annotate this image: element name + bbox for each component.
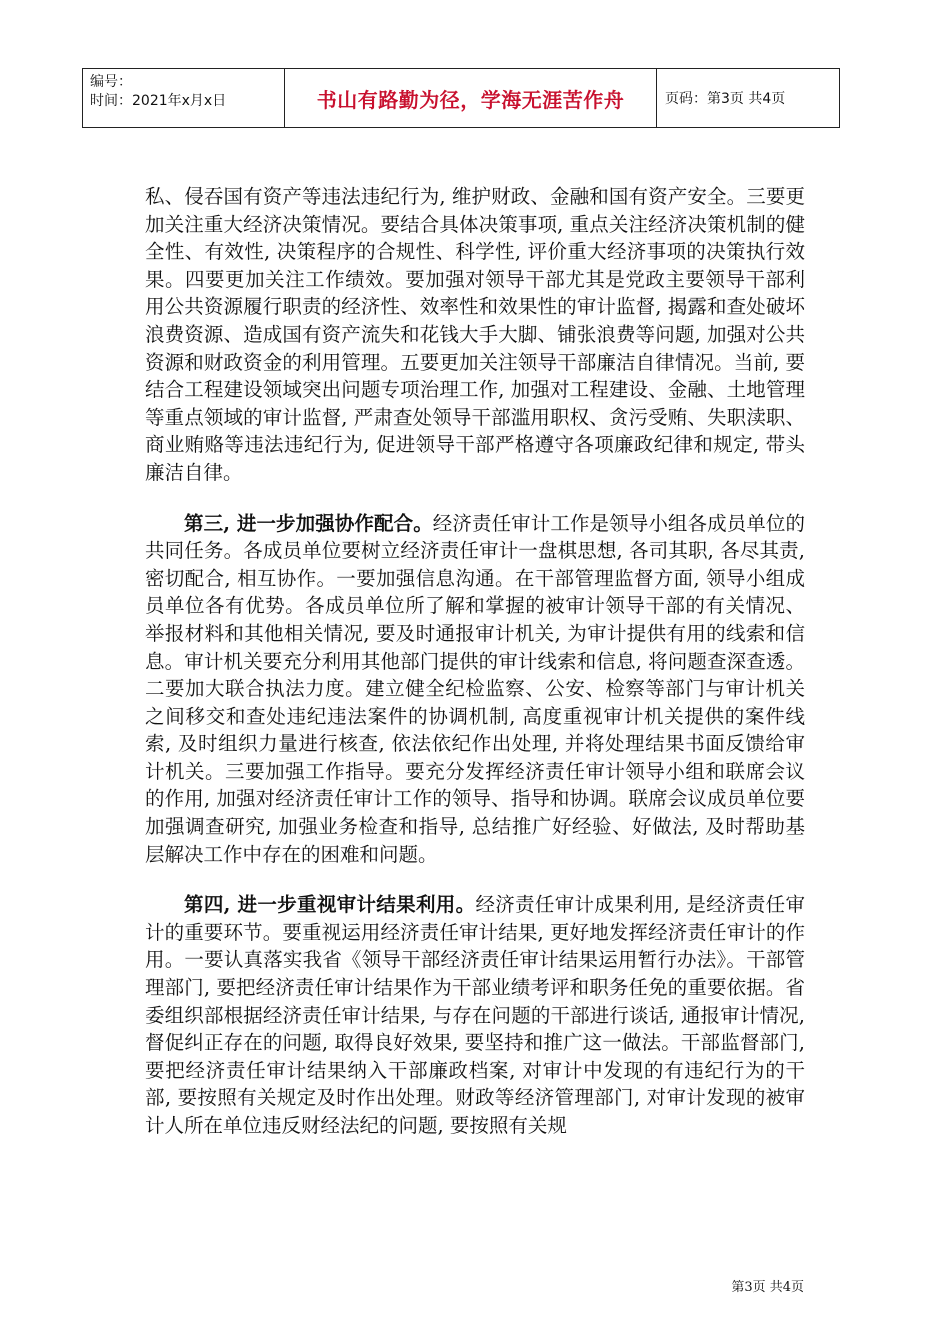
header-meta-cell: [83, 69, 285, 127]
paragraph-continuation: [145, 183, 805, 487]
document-time-label: 时间：2021年x月x日: [90, 93, 227, 109]
paragraph-heading: 第四, 进一步重视审计结果利用。: [184, 893, 476, 917]
paragraph-third: [145, 510, 805, 869]
paragraph-text: 私、侵吞国有资产等违法违纪行为, 维护财政、金融和国有资产安全。三要更加关注重大经济决策情况。要结合具体决策事项, 重点关注经济决策机制的健全性、有效性, 决策程序的合规性、科学性, 评价重大经济事项的决策执行效果。四要更加关注工作绩效。要加强对领导干部尤其是党政主要领导干部利用公共资源履行职责的经济性、效率性和效果性的审计监督, 揭露和查处破坏浪费资源、造成国有资产流失和花钱大手大脚、铺张浪费等问题, 加强对公共资源和财政资金的利用管理。五要更加关注领导干部廉洁自律情况。当前, 要结合工程建设领域突出问题专项治理工作, 加强对工程建设、金融、土地管理等重点领域的审计监督, 严肃查处领导干部滥用职权、贪污受贿、失职渎职、商业贿赂等违法违纪行为, 促进领导干部严格遵守各项廉政纪律和规定, 带头廉洁自律。: [145, 185, 805, 484]
document-body: [145, 183, 805, 1163]
paragraph-text: 经济责任审计成果利用, 是经济责任审计的重要环节。要重视运用经济责任审计结果, 更好地发挥经济责任审计的作用。一要认真落实我省《领导干部经济责任审计结果运用暂行办法》。干部管理部门, 要把经济责任审计结果作为干部业绩考评和职务任免的重要依据。省委组织部根据经济责任审计结果, 与存在问题的干部进行谈话, 通报审计情况, 督促纠正存在的问题, 取得良好效果, 要坚持和推广这一做法。干部监督部门, 要把经济责任审计结果纳入干部廉政档案, 对审计中发现的有违纪行为的干部, 要按照有关规定及时作出处理。财政等经济管理部门, 对审计发现的被审计人所在单位违反财经法纪的问题, 要按照有关规: [145, 893, 806, 1137]
document-number-label: 编号：: [90, 74, 132, 90]
paragraph-fourth: [145, 891, 805, 1139]
page-footer: 第3页 共4页: [731, 1280, 804, 1295]
header-motto: 书山有路勤为径，学海无涯苦作舟: [285, 69, 657, 127]
paragraph-heading: 第三, 进一步加强协作配合。: [184, 511, 433, 535]
header-page-code: 页码：第3页 共4页: [665, 91, 786, 107]
page-header: [82, 68, 840, 128]
paragraph-text: 经济责任审计工作是领导小组各成员单位的共同任务。各成员单位要树立经济责任审计一盘棋思想, 各司其职, 各尽其责, 密切配合, 相互协作。一要加强信息沟通。在干部管理监督方面, 领导小组成员单位各有优势。各成员单位所了解和掌握的被审计领导干部的有关情况、举报材料和其他相关情况, 要及时通报审计机关, 为审计提供有用的线索和信息。审计机关要充分利用其他部门提供的审计线索和信息, 将问题查深查透。二要加大联合执法力度。建立健全纪检监察、公安、检察等部门与审计机关之间移交和查处违纪违法案件的协调机制, 高度重视审计机关提供的案件线索, 及时组织力量进行核查, 依法依纪作出处理, 并将处理结果书面反馈给审计机关。三要加强工作指导。要充分发挥经济责任审计领导小组和联席会议的作用, 加强对经济责任审计工作的领导、指导和协调。联席会议成员单位要加强调查研究, 加强业务检查和指导, 总结推广好经验、好做法, 及时帮助基层解决工作中存在的困难和问题。: [145, 511, 805, 866]
